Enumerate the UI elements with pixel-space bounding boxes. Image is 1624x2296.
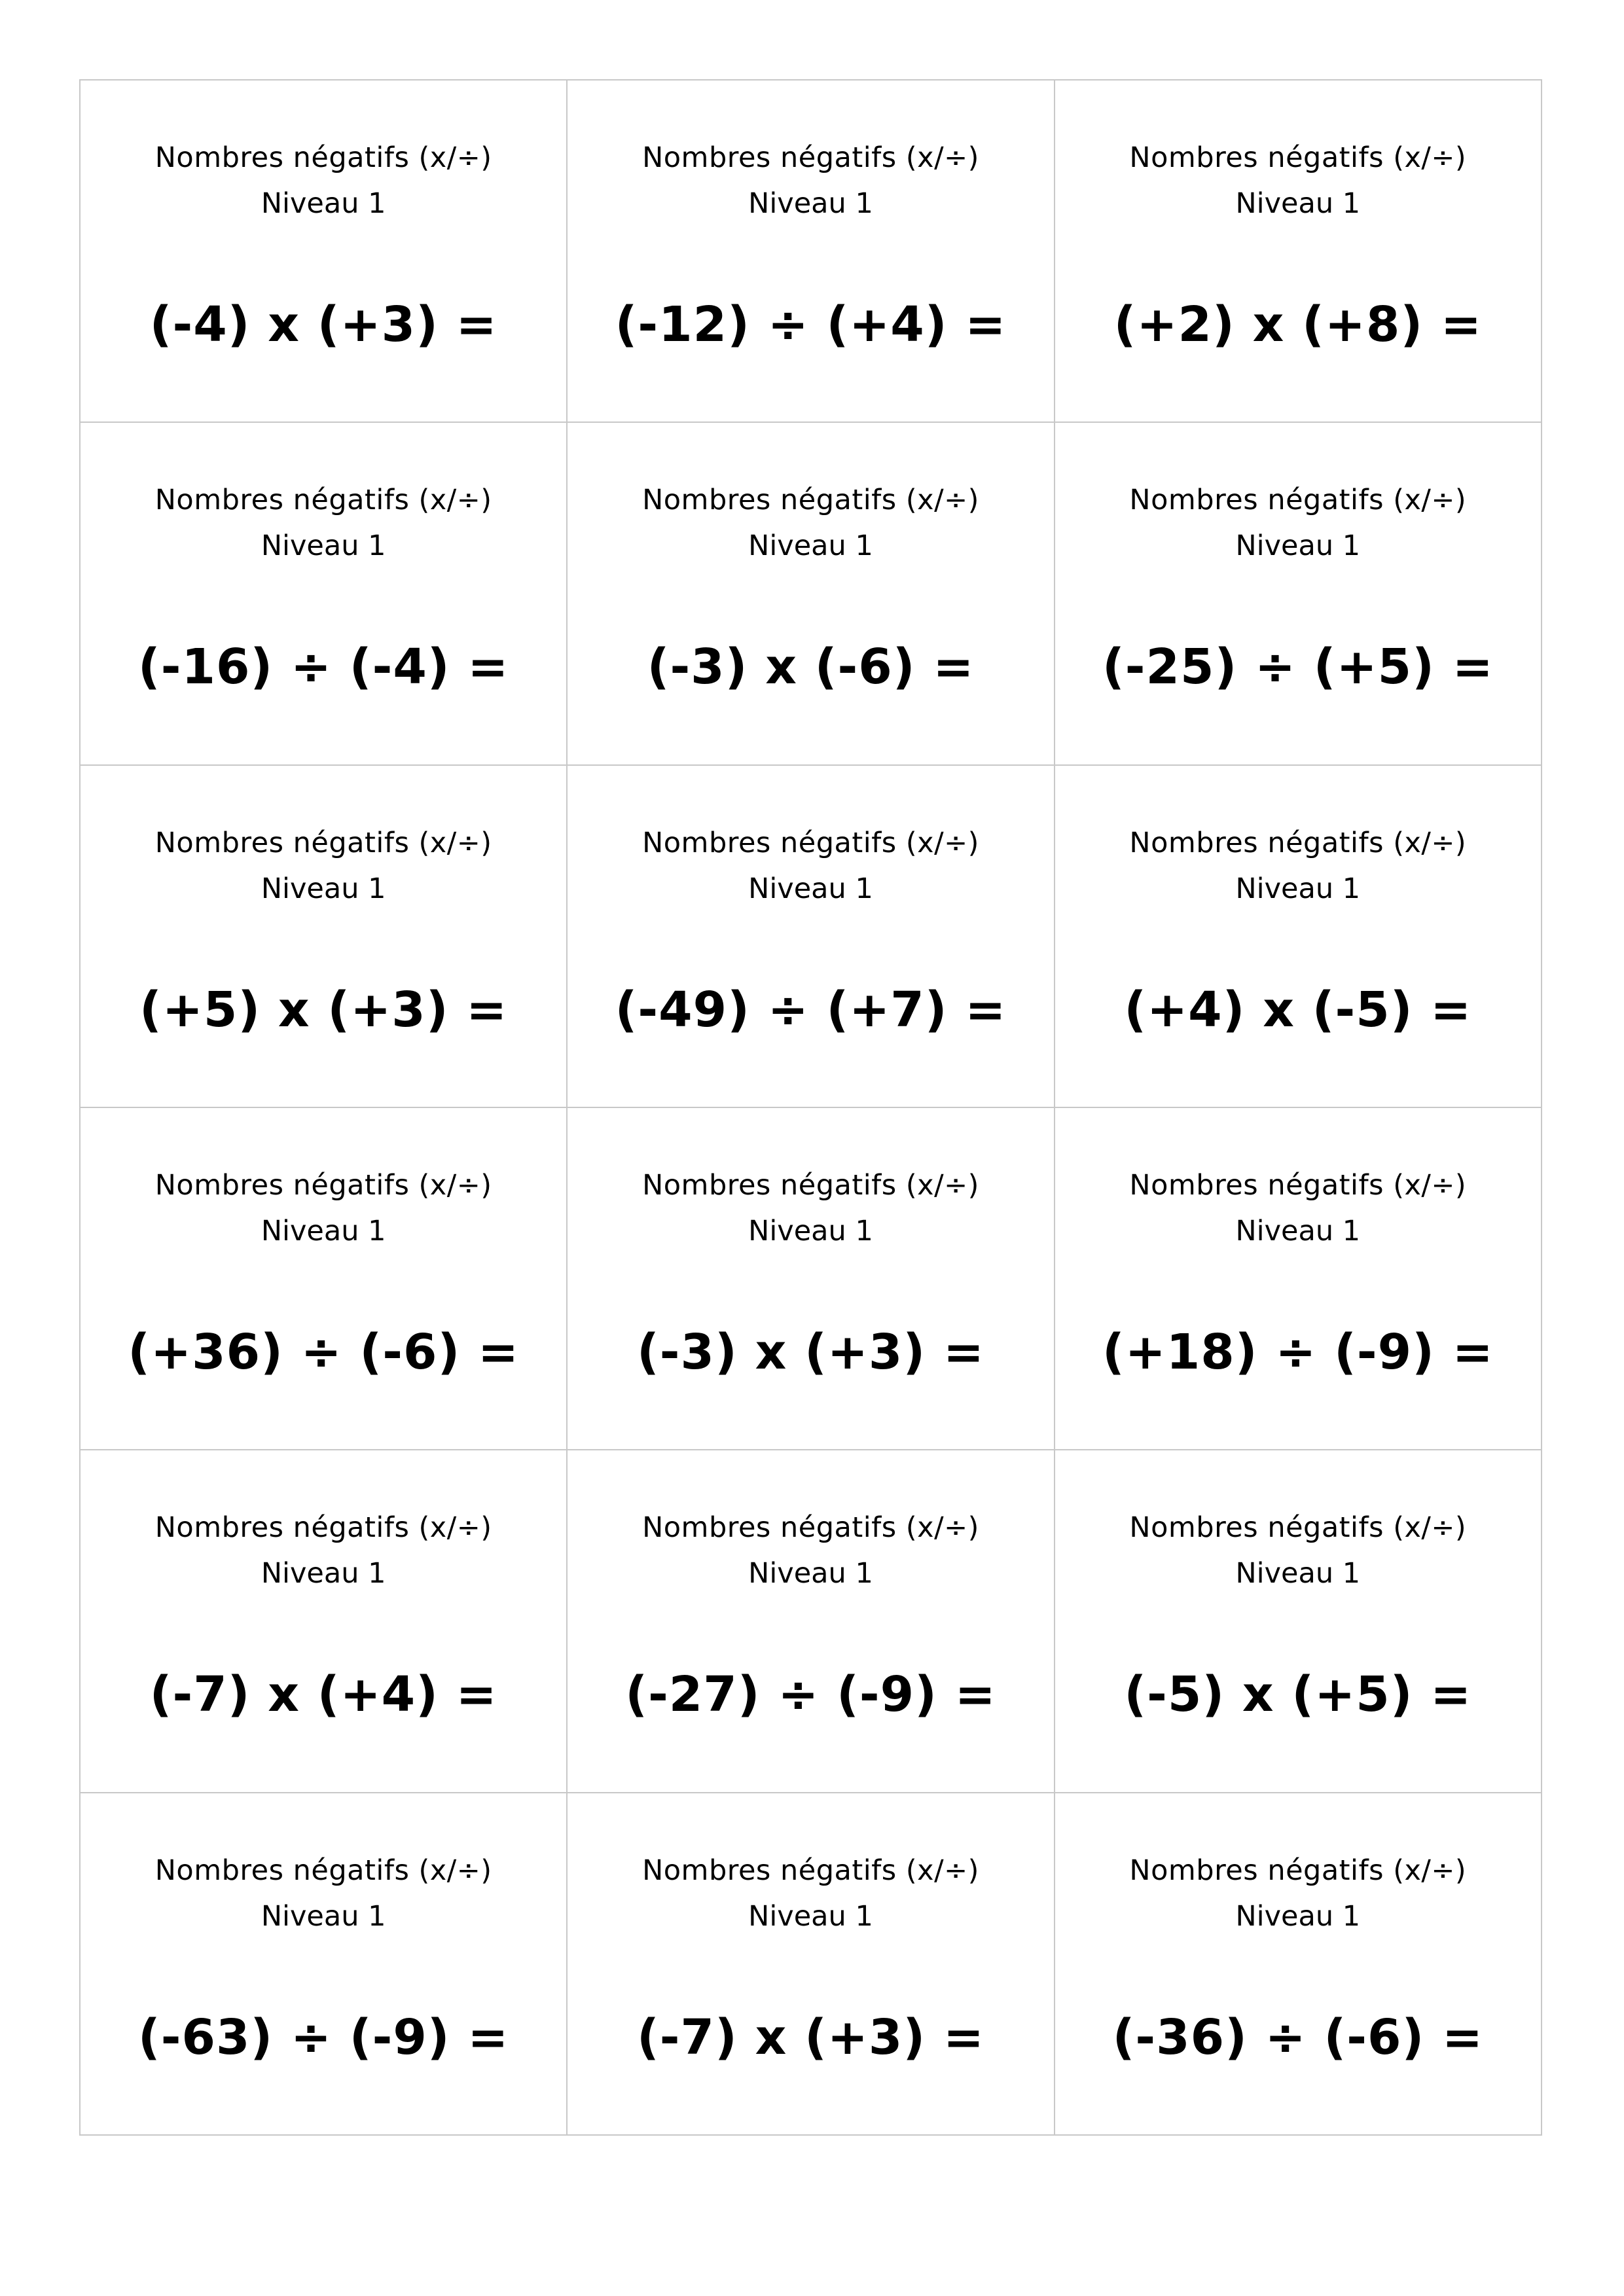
flash-card — [568, 1108, 1055, 1450]
card-expression: (-5) x (+5) = — [1124, 1666, 1472, 1723]
card-title: Nombres négatifs (x/÷) — [642, 1168, 979, 1202]
card-level: Niveau 1 — [748, 529, 873, 563]
flash-card — [1055, 1450, 1542, 1793]
flash-card — [81, 1793, 568, 2136]
card-expression: (-63) ÷ (-9) = — [137, 2009, 509, 2066]
card-title: Nombres négatifs (x/÷) — [642, 141, 979, 174]
card-level: Niveau 1 — [748, 872, 873, 905]
flash-card — [568, 1450, 1055, 1793]
card-title: Nombres négatifs (x/÷) — [154, 1168, 492, 1202]
card-title: Nombres négatifs (x/÷) — [154, 1854, 492, 1887]
card-level: Niveau 1 — [261, 187, 386, 220]
card-level: Niveau 1 — [261, 872, 386, 905]
card-title: Nombres négatifs (x/÷) — [1129, 141, 1467, 174]
card-level: Niveau 1 — [1235, 1557, 1361, 1590]
card-level: Niveau 1 — [1235, 1214, 1361, 1247]
card-level: Niveau 1 — [261, 1214, 386, 1247]
card-level: Niveau 1 — [748, 1557, 873, 1590]
card-expression: (-27) ÷ (-9) = — [625, 1666, 996, 1723]
card-level: Niveau 1 — [261, 1899, 386, 1933]
card-level: Niveau 1 — [261, 529, 386, 563]
card-title: Nombres négatifs (x/÷) — [1129, 1168, 1467, 1202]
flash-card — [1055, 1793, 1542, 2136]
card-expression: (-16) ÷ (-4) = — [137, 639, 509, 696]
flash-card — [1055, 1108, 1542, 1450]
card-level: Niveau 1 — [1235, 529, 1361, 563]
card-expression: (-49) ÷ (+7) = — [615, 981, 1007, 1038]
card-expression: (-7) x (+4) = — [149, 1666, 497, 1723]
card-expression: (-25) ÷ (+5) = — [1102, 639, 1494, 696]
flash-card — [1055, 423, 1542, 765]
card-title: Nombres négatifs (x/÷) — [642, 484, 979, 517]
card-expression: (-7) x (+3) = — [636, 2009, 984, 2066]
card-level: Niveau 1 — [748, 187, 873, 220]
card-level: Niveau 1 — [1235, 187, 1361, 220]
card-title: Nombres négatifs (x/÷) — [154, 1511, 492, 1545]
flash-card — [81, 766, 568, 1108]
flash-card — [1055, 766, 1542, 1108]
card-level: Niveau 1 — [748, 1899, 873, 1933]
flash-card — [568, 81, 1055, 423]
card-title: Nombres négatifs (x/÷) — [1129, 484, 1467, 517]
card-expression: (+5) x (+3) = — [139, 981, 508, 1038]
card-title: Nombres négatifs (x/÷) — [642, 1854, 979, 1887]
card-title: Nombres négatifs (x/÷) — [642, 826, 979, 859]
card-title: Nombres négatifs (x/÷) — [154, 484, 492, 517]
card-expression: (-3) x (+3) = — [636, 1323, 984, 1380]
card-title: Nombres négatifs (x/÷) — [154, 141, 492, 174]
card-level: Niveau 1 — [748, 1214, 873, 1247]
card-title: Nombres négatifs (x/÷) — [1129, 1511, 1467, 1545]
card-expression: (+18) ÷ (-9) = — [1102, 1323, 1494, 1380]
card-level: Niveau 1 — [261, 1557, 386, 1590]
card-expression: (-4) x (+3) = — [149, 296, 497, 353]
card-expression: (-3) x (-6) = — [647, 639, 975, 696]
card-level: Niveau 1 — [1235, 1899, 1361, 1933]
flash-card — [568, 423, 1055, 765]
flash-card — [81, 1108, 568, 1450]
card-expression: (+4) x (-5) = — [1124, 981, 1472, 1038]
card-expression: (+2) x (+8) = — [1113, 296, 1482, 353]
card-title: Nombres négatifs (x/÷) — [642, 1511, 979, 1545]
flash-card — [81, 423, 568, 765]
flash-card — [81, 81, 568, 423]
flash-card — [568, 766, 1055, 1108]
flash-card — [1055, 81, 1542, 423]
flash-card — [568, 1793, 1055, 2136]
card-expression: (+36) ÷ (-6) = — [128, 1323, 520, 1380]
card-title: Nombres négatifs (x/÷) — [154, 826, 492, 859]
card-title: Nombres négatifs (x/÷) — [1129, 1854, 1467, 1887]
card-expression: (-36) ÷ (-6) = — [1112, 2009, 1484, 2066]
flash-card — [81, 1450, 568, 1793]
card-level: Niveau 1 — [1235, 872, 1361, 905]
card-grid — [79, 79, 1542, 2136]
card-title: Nombres négatifs (x/÷) — [1129, 826, 1467, 859]
card-expression: (-12) ÷ (+4) = — [615, 296, 1007, 353]
